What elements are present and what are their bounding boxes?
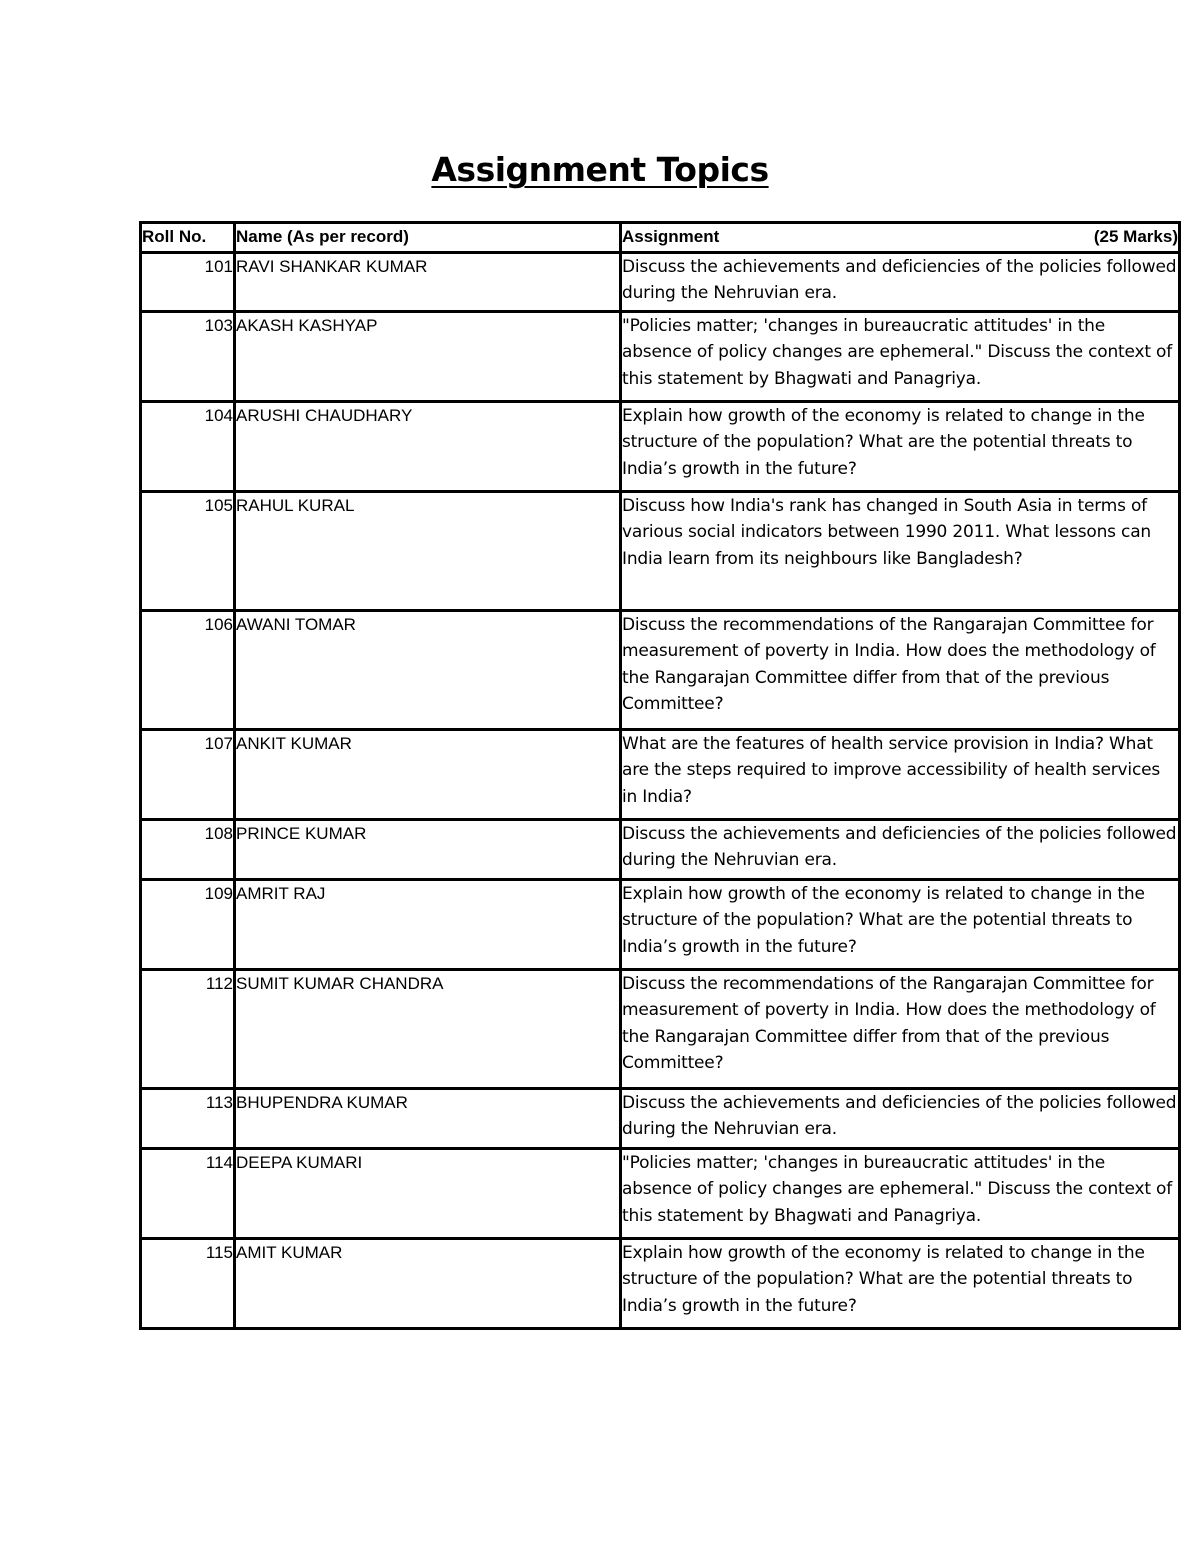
assignment-topic: Explain how growth of the economy is related to change in the structure of the population? What are the potential threats to India’s growth in the future? xyxy=(621,401,1180,491)
student-name: RAHUL KURAL xyxy=(235,491,621,610)
assignment-topic: Explain how growth of the economy is related to change in the structure of the population? What are the potential threats to India’s growth in the future? xyxy=(621,879,1180,969)
assignment-topic: Discuss the recommendations of the Rangarajan Committee for measurement of poverty in India. How does the methodology of the Rangarajan Committee differ from that of the previous Committee? xyxy=(621,969,1180,1088)
assignment-topic: What are the features of health service provision in India? What are the steps required to improve accessibility of health services in India? xyxy=(621,729,1180,819)
table-row xyxy=(141,491,1180,610)
assignment-topic: "Policies matter; 'changes in bureaucratic attitudes' in the absence of policy changes are ephemeral." Discuss the context of this statement by Bhagwati and Panagriya. xyxy=(621,311,1180,401)
student-name: AMRIT RAJ xyxy=(235,879,621,969)
assignment-topic: Discuss the recommendations of the Rangarajan Committee for measurement of poverty in India. How does the methodology of the Rangarajan Committee differ from that of the previous Committee? xyxy=(621,610,1180,729)
assignment-topic: Discuss the achievements and deficiencies of the policies followed during the Nehruvian era. xyxy=(621,252,1180,311)
name-column-header: Name (As per record) xyxy=(235,223,621,253)
roll-number: 113 xyxy=(141,1088,235,1148)
table-row xyxy=(141,401,1180,491)
page-title xyxy=(0,147,1200,193)
page-title-text: Assignment Topics xyxy=(431,150,769,189)
assignment-topic: Discuss how India's rank has changed in South Asia in terms of various social indicators between 1990 2011. What lessons can India learn from its neighbours like Bangladesh? xyxy=(621,491,1180,610)
student-name: PRINCE KUMAR xyxy=(235,819,621,879)
table-row xyxy=(141,1088,1180,1148)
assignment-topic: Discuss the achievements and deficiencies of the policies followed during the Nehruvian era. xyxy=(621,819,1180,879)
table-row xyxy=(141,1238,1180,1328)
student-name: ARUSHI CHAUDHARY xyxy=(235,401,621,491)
table-row xyxy=(141,311,1180,401)
student-name: BHUPENDRA KUMAR xyxy=(235,1088,621,1148)
roll-number: 114 xyxy=(141,1148,235,1238)
roll-column-header: Roll No. xyxy=(141,223,235,253)
roll-number: 106 xyxy=(141,610,235,729)
assignment-topic: Discuss the achievements and deficiencies of the policies followed during the Nehruvian era. xyxy=(621,1088,1180,1148)
roll-number: 109 xyxy=(141,879,235,969)
table-row xyxy=(141,610,1180,729)
table-row xyxy=(141,969,1180,1088)
assignment-table xyxy=(139,221,1181,1330)
table-header-row xyxy=(141,223,1180,253)
student-name: SUMIT KUMAR CHANDRA xyxy=(235,969,621,1088)
student-name: ANKIT KUMAR xyxy=(235,729,621,819)
marks-header-label: (25 Marks) xyxy=(1093,227,1178,246)
student-name: RAVI SHANKAR KUMAR xyxy=(235,252,621,311)
assignment-topic: "Policies matter; 'changes in bureaucratic attitudes' in the absence of policy changes are ephemeral." Discuss the context of this statement by Bhagwati and Panagriya. xyxy=(621,1148,1180,1238)
roll-number: 103 xyxy=(141,311,235,401)
table-row xyxy=(141,1148,1180,1238)
table-row xyxy=(141,729,1180,819)
roll-number: 112 xyxy=(141,969,235,1088)
student-name: AMIT KUMAR xyxy=(235,1238,621,1328)
student-name: AWANI TOMAR xyxy=(235,610,621,729)
roll-number: 108 xyxy=(141,819,235,879)
table-row xyxy=(141,879,1180,969)
table-row xyxy=(141,819,1180,879)
student-name: AKASH KASHYAP xyxy=(235,311,621,401)
assignment-column-header xyxy=(621,223,1180,253)
roll-number: 115 xyxy=(141,1238,235,1328)
roll-number: 101 xyxy=(141,252,235,311)
student-name: DEEPA KUMARI xyxy=(235,1148,621,1238)
assignment-topic: Explain how growth of the economy is related to change in the structure of the population? What are the potential threats to India’s growth in the future? xyxy=(621,1238,1180,1328)
roll-number: 105 xyxy=(141,491,235,610)
table-row xyxy=(141,252,1180,311)
assignment-header-label: Assignment xyxy=(622,227,720,246)
roll-number: 104 xyxy=(141,401,235,491)
roll-number: 107 xyxy=(141,729,235,819)
